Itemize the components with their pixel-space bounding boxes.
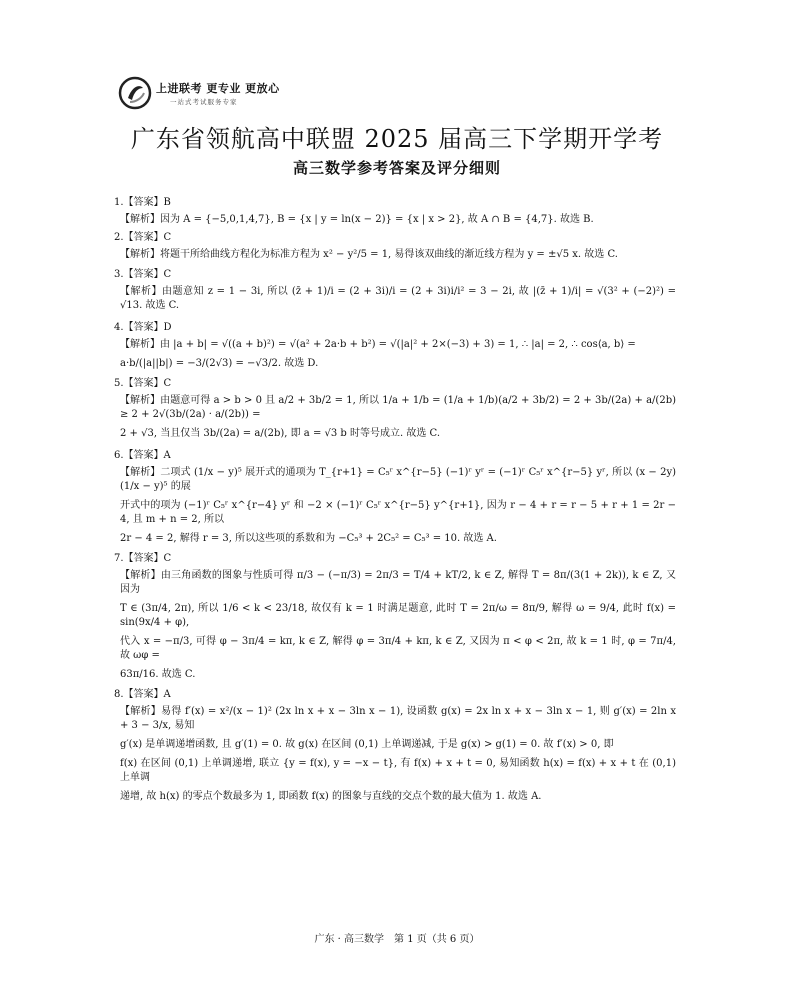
explanation-line: T ∈ (3π/4, 2π), 所以 1/6 < k < 23/18, 故仅有 k = 1 时满足题意, 此时 T = 2π/ω = 8π/9, 解得 ω = 9/4, 此时 f(x) = sin(9x/4 + φ), bbox=[120, 603, 676, 628]
explanation-line: 【解析】因为 A = {−5,0,1,4,7}, B = {x | y = ln(x − 2)} = {x | x > 2}, 故 A ∩ B = {4,7}. 故选 B. bbox=[120, 214, 594, 225]
brand-tagline: 一站式考试服务专家 bbox=[170, 98, 238, 106]
explanation-line: 【解析】易得 f′(x) = x²/(x − 1)² (2x ln x + x − 3ln x − 1), 设函数 g(x) = 2x ln x + x − 3ln x − 1, 则 g′(x) = 2ln x + 3 − 3/x, 易知 bbox=[120, 706, 676, 731]
answer-label: 1.【答案】B bbox=[114, 197, 171, 208]
brand-logo-icon bbox=[118, 76, 152, 110]
explanation-line: 2r − 4 = 2, 解得 r = 3, 所以这些项的系数和为 −C₅³ + 2C₅² = C₅³ = 10. 故选 A. bbox=[120, 533, 497, 544]
answer-label: 6.【答案】A bbox=[114, 450, 171, 461]
question-item bbox=[114, 231, 676, 262]
explanation-line: 63π/16. 故选 C. bbox=[120, 669, 196, 680]
question-item bbox=[114, 552, 676, 682]
explanation-line: g′(x) 是单调递增函数, 且 g′(1) = 0. 故 g(x) 在区间 (0,1) 上单调递减, 于是 g(x) > g(1) = 0. 故 f′(x) > 0, 即 bbox=[120, 739, 614, 750]
explanation-line: 2 + √3, 当且仅当 3b/(2a) = a/(2b), 即 a = √3 b 时等号成立. 故选 C. bbox=[120, 428, 440, 439]
explanation-line: f(x) 在区间 (0,1) 上单调递增, 联立 {y = f(x), y = −x − t}, 有 f(x) + x + t = 0, 易知函数 h(x) = f(x) + x + t 在 (0,1) 上单调 bbox=[120, 758, 676, 783]
explanation-line: 【解析】由题意知 z = 1 − 3i, 所以 (z̄ + 1)/i = (2 + 3i)/i = (2 + 3i)i/i² = 3 − 2i, 故 |(z̄ + 1)/i| = √(3² + (−2)²) = √13. 故选 C. bbox=[120, 286, 676, 311]
question-item bbox=[114, 196, 676, 227]
question-item bbox=[114, 268, 676, 313]
explanation-line: a·b/(|a||b|) = −3/(2√3) = −√3/2. 故选 D. bbox=[120, 358, 319, 369]
answer-label: 3.【答案】C bbox=[114, 269, 172, 280]
question-item bbox=[114, 377, 676, 441]
answer-label: 2.【答案】C bbox=[114, 232, 172, 243]
answer-list bbox=[114, 196, 676, 808]
explanation-line: 【解析】由题意可得 a > b > 0 且 a/2 + 3b/2 = 1, 所以 1/a + 1/b = (1/a + 1/b)(a/2 + 3b/2) = 2 + 3b/(2a) + a/(2b) ≥ 2 + 2√(3b/(2a) · a/(2b)) = bbox=[120, 395, 676, 420]
explanation-line: 递增, 故 h(x) 的零点个数最多为 1, 即函数 f(x) 的图象与直线的交点个数的最大值为 1. 故选 A. bbox=[120, 791, 542, 802]
brand-slogan: 上进联考 更专业 更放心 bbox=[156, 82, 280, 95]
brand-header bbox=[118, 76, 318, 112]
explanation-line: 代入 x = −π/3, 可得 φ − 3π/4 = kπ, k ∈ Z, 解得 φ = 3π/4 + kπ, k ∈ Z, 又因为 π < φ < 2π, 故 k = 1 时, φ = 7π/4, 故 ωφ = bbox=[120, 636, 676, 661]
question-item bbox=[114, 321, 676, 371]
answer-label: 5.【答案】C bbox=[114, 378, 172, 389]
question-item bbox=[114, 449, 676, 546]
explanation-line: 【解析】由三角函数的图象与性质可得 π/3 − (−π/3) = 2π/3 = T/4 + kT/2, k ∈ Z, 解得 T = 8π/(3(1 + 2k)), k ∈ Z, 又因为 bbox=[120, 570, 676, 595]
answer-label: 7.【答案】C bbox=[114, 553, 172, 564]
document-subtitle: 高三数学参考答案及评分细则 bbox=[292, 159, 501, 177]
page-footer: 广东 · 高三数学 第 1 页（共 6 页） bbox=[314, 934, 480, 945]
question-item bbox=[114, 688, 676, 804]
explanation-line: 开式中的项为 (−1)ʳ C₅ʳ x^{r−4} yʳ 和 −2 × (−1)ʳ C₅ʳ x^{r−5} y^{r+1}, 因为 r − 4 + r = r − 5 + r + 1 = 2r − 4, 且 m + n = 2, 所以 bbox=[120, 500, 676, 525]
answer-label: 4.【答案】D bbox=[114, 322, 172, 333]
explanation-line: 【解析】由 |a + b| = √((a + b)²) = √(a² + 2a·b + b²) = √(|a|² + 2×(−3) + 3) = 1, ∴ |a| = 2, ∴ cos⟨a, b⟩ = bbox=[120, 339, 636, 350]
answer-label: 8.【答案】A bbox=[114, 689, 171, 700]
explanation-line: 【解析】二项式 (1/x − y)⁵ 展开式的通项为 T_{r+1} = C₅ʳ x^{r−5} (−1)ʳ yʳ = (−1)ʳ C₅ʳ x^{r−5} yʳ, 所以 (x − 2y)(1/x − y)⁵ 的展 bbox=[120, 467, 676, 492]
explanation-line: 【解析】将题干所给曲线方程化为标准方程为 x² − y²/5 = 1, 易得该双曲线的渐近线方程为 y = ±√5 x. 故选 C. bbox=[120, 249, 618, 260]
document-title: 广东省领航高中联盟 2025 届高三下学期开学考 bbox=[130, 125, 664, 153]
